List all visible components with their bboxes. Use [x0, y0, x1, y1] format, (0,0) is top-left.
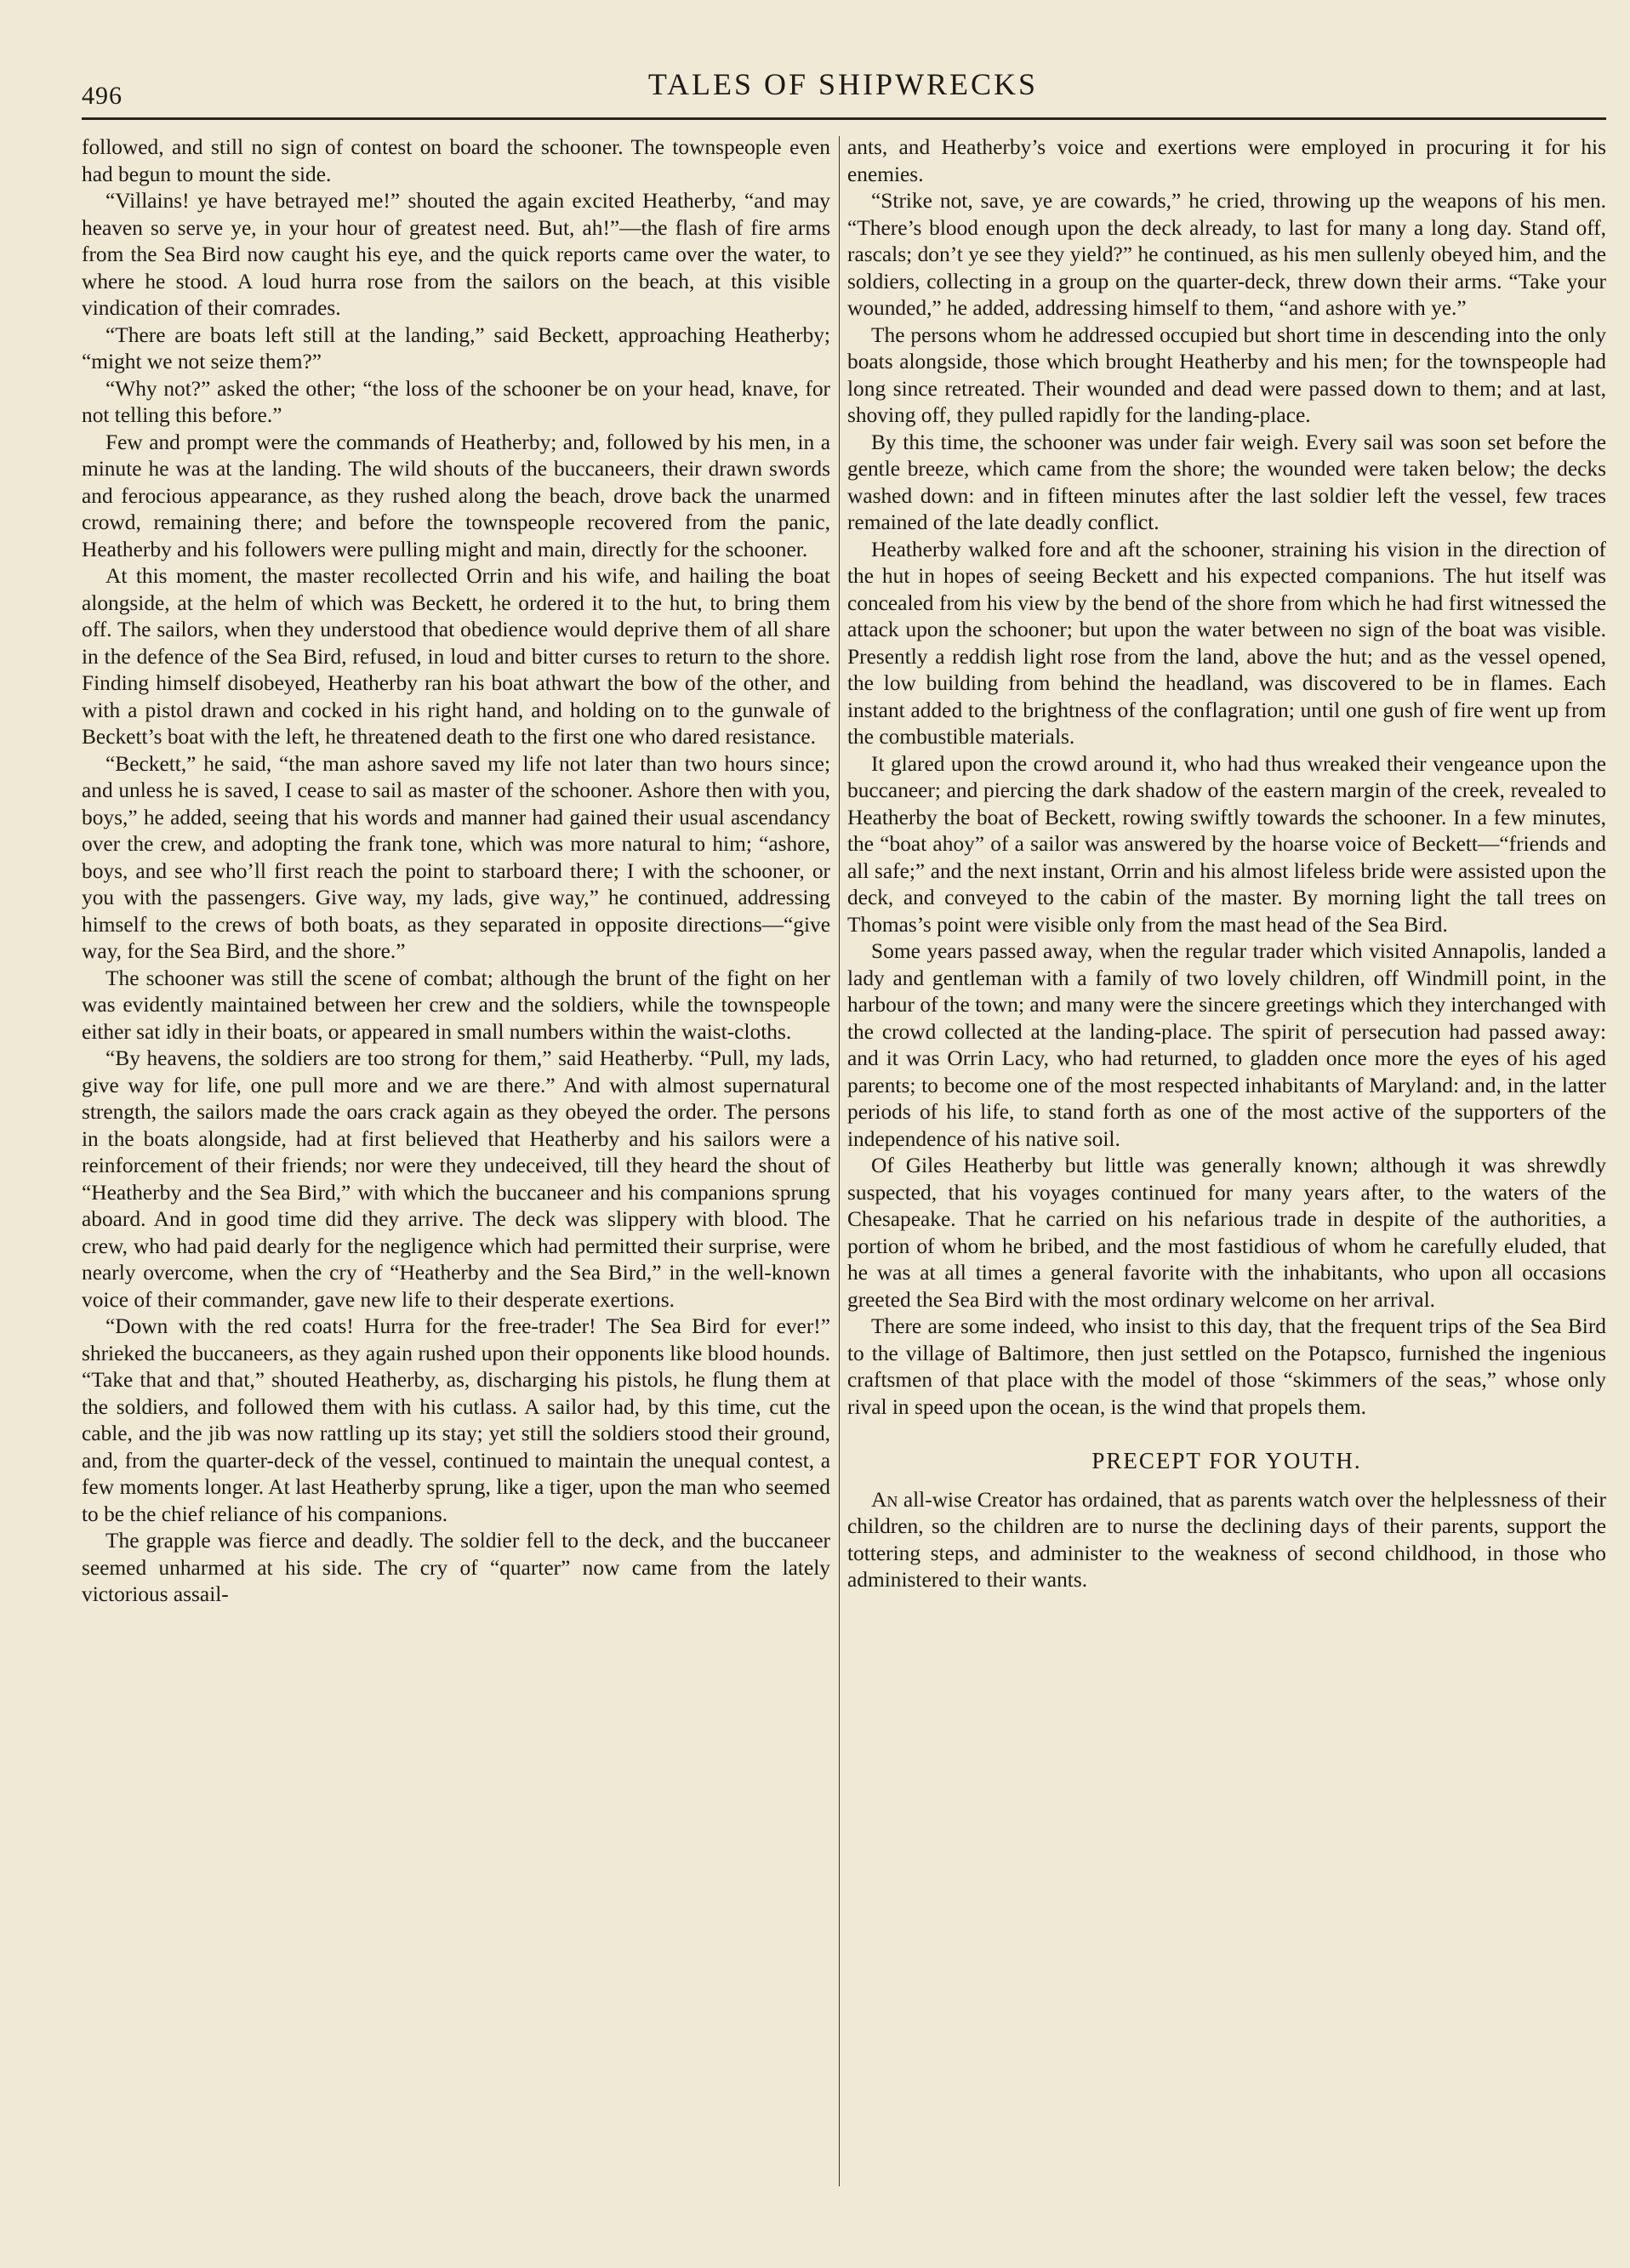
paragraph: The grapple was fierce and deadly. The soldier fell to the deck, and the buccaneer seemed unharmed at his side. The cry of “quarter” now came from the lately victorious assail- — [82, 1529, 830, 1606]
paragraph: Of Giles Heatherby but little was generally known; although it was shrewdly suspected, that his voyages continued for many years after, to the waters of the Chesapeake. That he carried on his nefarious trade in despite of the authorities, a portion of whom he bribed, and the most fastidious of whom he carefully eluded, that he was at all times a general favorite with the inhabitants, who upon all occasions greeted the Sea Bird with the most ordinary welcome on her arrival. — [847, 1154, 1606, 1312]
paragraph: “Strike not, save, ye are cowards,” he cried, throwing up the weapons of his men. “There’s blood enough upon the deck already, to last for many a long day. Stand off, rascals; don’t ye see they yield?” he continued, as his men sullenly obeyed him, and the soldiers, collecting in a group on the quarter-deck, threw down their arms. “Take your wounded,” he added, addressing himself to them, “and ashore with ye.” — [847, 189, 1606, 320]
section-body: all-wise Creator has ordained, that as parents watch over the helplessness of their children, so the children are to nurse the declining days of their parents, support the tottering steps, and administer to the weakness of second childhood, in those who administered to their wants. — [847, 1487, 1606, 1592]
paragraph: “There are boats left still at the landing,” said Beckett, approaching Heatherby; “might we not seize them?” — [82, 322, 830, 373]
paragraph: “Villains! ye have betrayed me!” shouted the again excited Heatherby, “and may heaven so serve ye, in your hour of greatest need. But, ah!”—the flash of fire arms from the Sea Bird now caught his eye, and the quick reports came over the water, to where he stood. A loud hurra rose from the sailors on the beach, at this visible vindication of their comrades. — [82, 189, 830, 320]
paragraph: Heatherby walked fore and aft the schooner, straining his vision in the direction of the hut in hopes of seeing Beckett and his expected companions. The hut itself was concealed from his view by the bend of the shore from which he had first witnessed the attack upon the schooner; but upon the water between no sign of the boat was visible. Presently a reddish light rose from the land, above the hut; and as the vessel opened, the low building from behind the headland, was discovered to be in flames. Each instant added to the brightness of the conflagration; until one gush of fire went up from the combustible materials. — [847, 537, 1606, 749]
header-rule — [82, 117, 1606, 120]
paragraph: “Down with the red coats! Hurra for the free-trader! The Sea Bird for ever!” shrieked the buccaneers, as they again rushed upon their opponents like blood hounds. “Take that and that,” shouted Heatherby, as, discharging his pistols, he flung them at the soldiers, and followed them with his cutlass. A sailor had, by this time, cut the cable, and the jib was now rattling up its stay; yet still the soldiers stood their ground, and, from the quarter-deck of the vessel, continued to maintain the unequal contest, a few moments longer. At last Heatherby sprung, like a tiger, upon the man who seemed to be the chief reliance of his companions. — [82, 1314, 830, 1526]
paragraph: “Beckett,” he said, “the man ashore saved my life not later than two hours since; and unless he is saved, I cease to sail as master of the schooner. Ashore then with you, boys,” he added, seeing that his words and manner had gained their usual ascendancy over the crew, and adopting the frank tone, which was more natural to him; “ashore, boys, and see who’ll first reach the point to starboard there; I with the schooner, or you with the passengers. Give way, my lads, give way,” he continued, addressing himself to the crews of both boats, as they separated in opposite directions—“give way, for the Sea Bird, and the shore.” — [82, 751, 830, 963]
section-title: PRECEPT FOR YOUTH. — [1091, 1448, 1362, 1473]
paragraph: Few and prompt were the commands of Heatherby; and, followed by his men, in a minute he was at the landing. The wild shouts of the buccaneers, their drawn swords and ferocious appearance, as they rushed along the beach, drove back the unarmed crowd, remaining there; and before the townspeople recovered from the panic, Heatherby and his followers were pulling might and main, directly for the schooner. — [82, 430, 830, 561]
lead-word: An — [871, 1487, 898, 1512]
paragraph: Some years passed away, when the regular trader which visited Annapolis, landed a lady and gentleman with a family of two lovely children, off Windmill point, in the harbour of the town; and many were the sincere greetings which they interchanged with the crowd collected at the landing-place. The spirit of persecution had passed away: and it was Orrin Lacy, who had returned, to gladden once more the eyes of his aged parents; to become one of the most respected inhabitants of Maryland: and, in the latter periods of his life, to stand forth as one of the most active of the supporters of the independence of his native soil. — [847, 939, 1606, 1151]
running-title: TALES OF SHIPWRECKS — [647, 67, 1039, 101]
paragraph: It glared upon the crowd around it, who had thus wreaked their vengeance upon the buccaneer; and piercing the dark shadow of the eastern margin of the creek, revealed to Heatherby the boat of Beckett, rowing swiftly towards the schooner. In a few minutes, the “boat ahoy” of a sailor was answered by the hoarse voice of Beckett—“friends and all safe;” and the next instant, Orrin and his almost lifeless bride were assisted upon the deck, and conveyed to the cabin of the master. By morning light the tall trees on Thomas’s point were visible only from the mast head of the Sea Bird. — [847, 751, 1606, 937]
right-column — [847, 134, 1606, 1594]
section-paragraph — [847, 1487, 1606, 1594]
left-column — [82, 134, 830, 1609]
paragraph: At this moment, the master recollected Orrin and his wife, and hailing the boat alongside, at the helm of which was Beckett, he ordered it to the hut, to bring them off. The sailors, when they understood that obedience would deprive them of all share in the defence of the Sea Bird, refused, in loud and bitter curses to return to the shore. Finding himself disobeyed, Heatherby ran his boat athwart the bow of the other, and with a pistol drawn and cocked in his right hand, and holding on to the gunwale of Beckett’s boat with the left, he threatened death to the first one who dared resistance. — [82, 564, 830, 749]
paragraph: The persons whom he addressed occupied but short time in descending into the only boats alongside, those which brought Heatherby and his men; for the townspeople had long since retreated. Their wounded and dead were passed down to them; and at last, shoving off, they pulled rapidly for the landing-place. — [847, 322, 1606, 427]
paragraph: followed, and still no sign of contest on board the schooner. The townspeople even had begun to mount the side. — [82, 135, 830, 186]
page-header — [82, 66, 1604, 117]
paragraph: By this time, the schooner was under fair weigh. Every sail was soon set before the gentle breeze, which came from the shore; the wounded were taken below; the decks washed down: and in fifteen minutes after the last soldier left the vessel, few traces remained of the late deadly conflict. — [847, 430, 1606, 534]
paragraph: “By heavens, the soldiers are too strong for them,” said Heatherby. “Pull, my lads, give way for life, one pull more and we are there.” And with almost supernatural strength, the sailors made the oars crack again as they obeyed the order. The persons in the boats alongside, had at first believed that Heatherby and his sailors were a reinforcement of their friends; nor were they undeceived, till they heard the shout of “Heatherby and the Sea Bird,” with which the buccaneer and his companions sprung aboard. And in good time did they arrive. The deck was slippery with blood. The crew, who had paid dearly for the negligence which had permitted their surprise, were nearly overcome, when the cry of “Heatherby and the Sea Bird,” in the well-known voice of their commander, gave new life to their desperate exertions. — [82, 1046, 830, 1312]
paragraph: “Why not?” asked the other; “the loss of the schooner be on your head, knave, for not telling this before.” — [82, 376, 830, 427]
paragraph: There are some indeed, who insist to this day, that the frequent trips of the Sea Bird to the village of Baltimore, then just settled on the Potapsco, furnished the ingenious craftsmen of that place with the model of those “skimmers of the seas,” whose only rival in speed upon the ocean, is the wind that propels them. — [847, 1314, 1606, 1419]
page-number: 496 — [82, 82, 123, 110]
paragraph: ants, and Heatherby’s voice and exertions were employed in procuring it for his enemies. — [847, 135, 1606, 186]
paragraph: The schooner was still the scene of combat; although the brunt of the fight on her was evidently maintained between her crew and the soldiers, while the townspeople either sat idly in their boats, or appeared in small numbers within the waist-cloths. — [82, 966, 830, 1044]
column-divider — [839, 136, 840, 2186]
